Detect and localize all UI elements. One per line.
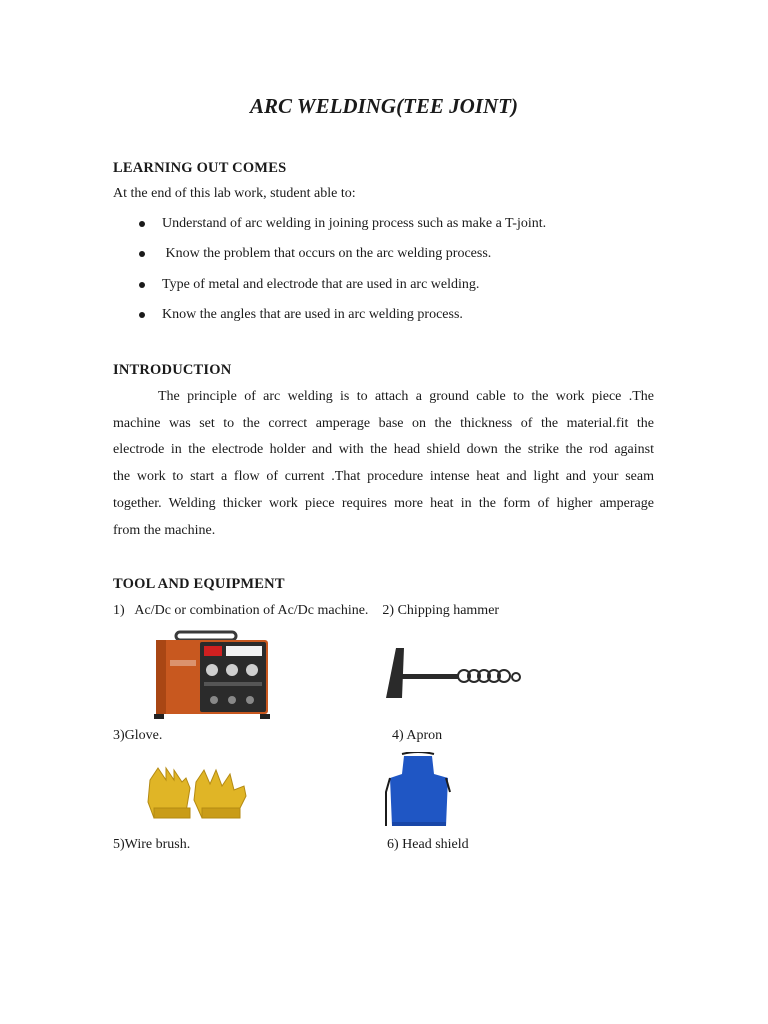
- document-title: ARC WELDING(TEE JOINT): [250, 94, 518, 118]
- list-item-text: Know the problem that occurs on the arc welding process.: [162, 246, 492, 262]
- introduction-heading: INTRODUCTION: [113, 362, 232, 378]
- glove-caption: 3)Glove.: [113, 728, 163, 743]
- introduction-paragraph: [113, 384, 654, 544]
- glove-icon: [140, 760, 265, 828]
- learning-outcomes-heading: LEARNING OUT COMES: [113, 160, 287, 176]
- welding-machine-icon: [152, 630, 272, 720]
- list-item-text: Know the angles that are used in arc welding process.: [162, 306, 463, 322]
- bullet-icon: [139, 251, 145, 257]
- list-item: [113, 239, 673, 269]
- apron-icon: [384, 752, 452, 828]
- learning-outcomes-list: [113, 209, 673, 330]
- apron-caption: 4) Apron: [392, 728, 443, 743]
- paragraph-line: the work to start a flow of current .That procedure intense heat and light and your seam: [113, 469, 654, 485]
- wire-brush-caption: 5)Wire brush.: [113, 837, 191, 852]
- apron-image: [384, 752, 452, 828]
- chipping-hammer-image: [380, 640, 525, 718]
- paragraph-line: The principle of arc welding is to attach a ground cable to the work piece .The: [158, 389, 654, 404]
- list-item: [113, 209, 673, 239]
- glove-image: [140, 760, 265, 828]
- head-shield-caption: 6) Head shield: [387, 837, 469, 852]
- bullet-icon: [139, 282, 145, 288]
- list-item-text: Type of metal and electrode that are used in arc welding.: [162, 276, 480, 292]
- paragraph-line: from the machine.: [113, 522, 216, 538]
- paragraph-line: machine was set to the correct amperage base on the thickness of the material.fit the: [113, 415, 654, 431]
- paragraph-line: together. Welding thicker work piece requires more heat in the form of higher amperage: [113, 495, 654, 511]
- tools-row-1-caption: 1) Ac/Dc or combination of Ac/Dc machine. 2) Chipping hammer: [113, 603, 500, 618]
- chipping-hammer-icon: [380, 640, 525, 718]
- list-item: [113, 300, 673, 330]
- learning-outcomes-lead: At the end of this lab work, student able to:: [113, 186, 356, 201]
- list-item-text: Understand of arc welding in joining process such as make a T-joint.: [162, 216, 547, 231]
- welding-machine-image: [152, 630, 272, 720]
- bullet-icon: [139, 312, 145, 318]
- paragraph-line: electrode in the electrode holder and with the head shield down the strike the rod against: [113, 442, 654, 458]
- list-item: [113, 270, 673, 300]
- bullet-icon: [139, 221, 145, 227]
- tools-heading: TOOL AND EQUIPMENT: [113, 576, 285, 592]
